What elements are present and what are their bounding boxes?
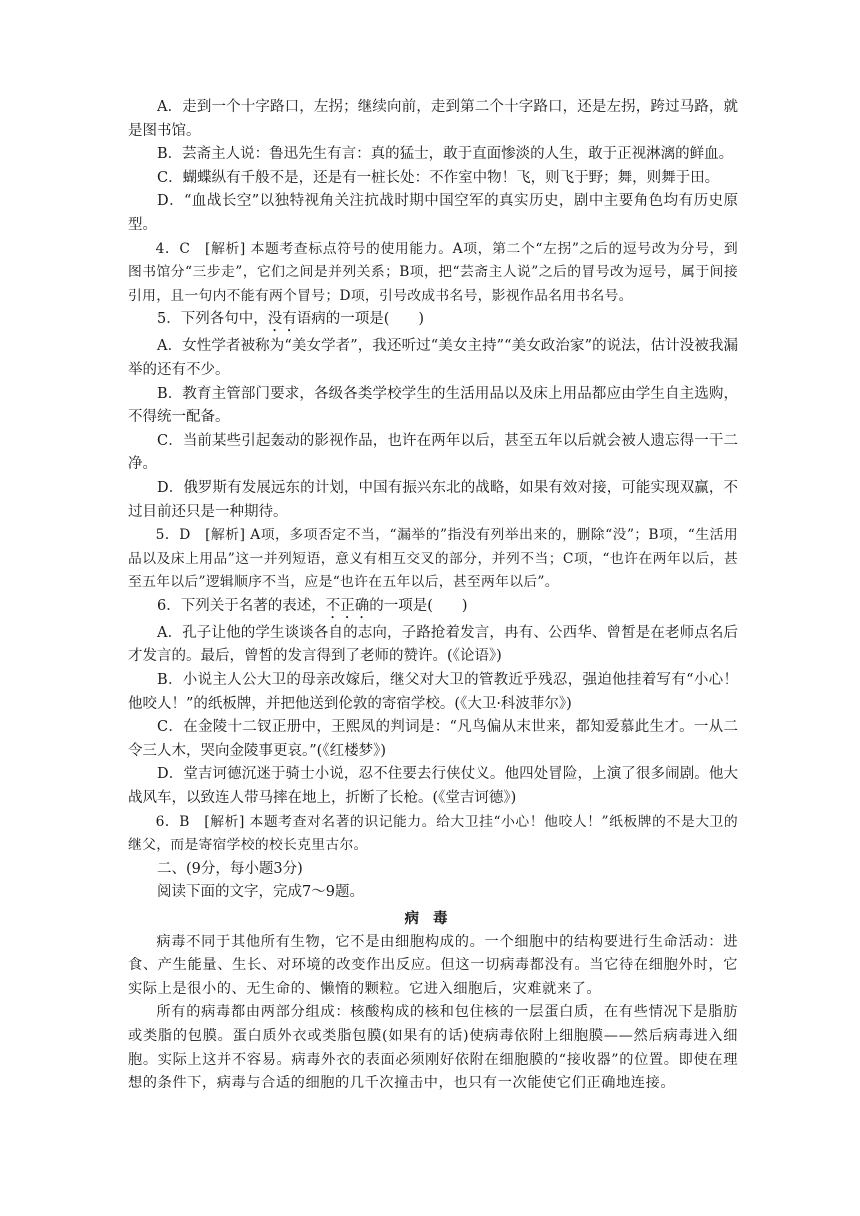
q5-explanation: 5．D [解析] A项，多项否定不当，“漏举的”指没有列举出来的，删除“没”；B项，“生活用品以及床上用品”这一并列短语，意义有相互交叉的部分，并列不当；C项，“也许在两年以后，甚至五年以后”逻辑顺序不当，应是“也许在五年以后，甚至两年以后”。 (128, 527, 738, 591)
q6-option-b: B．小说主人公大卫的母亲改嫁后，继父对大卫的管教近乎残忍，强迫他挂着写有“小心！他咬人！”的纸板牌，并把他送到伦敦的寄宿学校。(《大卫·科波菲尔》) (128, 672, 738, 712)
q6-option-d: D．堂吉诃德沉迷于骑士小说，忍不住要去行侠仗义。他四处冒险，上演了很多闹剧。他大战风车，以致连人带马摔在地上，折断了长枪。(《堂吉诃德》) (128, 766, 738, 807)
q6-option-c: C．在金陵十二钗正册中，王熙凤的判词是：“凡鸟偏从末世来，都知爱慕此生才。一从二令三人木，哭向金陵事更哀。”(《红楼梦》) (128, 719, 738, 759)
reading-instruction: 阅读下面的文字，完成7～9题。 (157, 884, 364, 901)
q5-stem (128, 308, 738, 335)
q3-option-c: C．蝴蝶纵有千般不是，还是有一桩长处：不作室中物！飞，则飞于野；舞，则舞于田。 (157, 169, 720, 186)
q5-option-c: C．当前某些引起轰动的影视作品，也许在两年以后，甚至五年以后就会被人遗忘得一干二净。 (128, 432, 738, 473)
q5-stem-emphasis: 没有 (267, 311, 297, 328)
q6-option-a: A．孔子让他的学生谈谈各自的志向，子路抢着发言，冉有、公西华、曾皙是在老师点名后才发言的。最后，曾皙的发言得到了老师的赞许。(《论语》) (128, 624, 738, 665)
q6-stem-after: 的一项是( ) (369, 597, 468, 614)
passage-paragraph-2: 所有的病毒都由两部分组成：核酸构成的核和包住核的一层蛋白质，在有些情况下是脂肪或类脂的包膜。蛋白质外衣或类脂包膜(如果有的话)使病毒依附上细胞膜——然后病毒进入细胞。实际上这并不容易。病毒外衣的表面必须刚好依附在细胞膜的“接收器”的位置。即使在理想的条件下，病毒与合适的细胞的几千次撞击中，也只有一次能使它们正确地连接。 (128, 1004, 738, 1092)
q5-option-d: D．俄罗斯有发展远东的计划，中国有振兴东北的战略，如果有效对接，可能实现双赢，不过目前还只是一种期待。 (128, 479, 738, 520)
q6-stem (128, 595, 738, 622)
q3-option-b: B．芸斋主人说：鲁迅先生有言：真的猛士，敢于直面惨淡的人生，敢于正视淋漓的鲜血。 (157, 146, 734, 163)
passage-title: 病毒 (404, 910, 462, 927)
passage-paragraph-1: 病毒不同于其他所有生物，它不是由细胞构成的。一个细胞中的结构要进行生命活动：进食、产生能量、生长、对环境的改变作出反应。但这一切病毒都没有。当它待在细胞外时，它实际上是很小的、无生命的、懒惰的颗粒。它进入细胞后，灾难就来了。 (128, 933, 738, 997)
q6-stem-before: 6．下列关于名著的表述， (157, 597, 326, 614)
q4-explanation: 4．C [解析] 本题考查标点符号的使用能力。A项，第二个“左拐”之后的逗号改为分号，到图书馆分“三步走”，它们之间是并列关系；B项，把“芸斋主人说”之后的冒号改为逗号，属于间接引用，且一句内不能有两个冒号；D项，引号改成书名号，影视作品名用书名号。 (128, 240, 738, 304)
q3-option-d: D．“血战长空”以独特视角关注抗战时期中国空军的真实历史，剧中主要角色均有历史原型。 (128, 193, 738, 233)
q5-stem-before: 5．下列各句中， (157, 311, 268, 328)
q5-option-b: B．教育主管部门要求，各级各类学校学生的生活用品以及床上用品都应由学生自主选购，不得统一配备。 (128, 385, 738, 426)
q6-explanation: 6．B [解析] 本题考查对名著的识记能力。给大卫挂“小心！他咬人！”纸板牌的不是大卫的继父，而是寄宿学校的校长克里古尔。 (128, 813, 738, 854)
section-heading: 二、(9分，每小题3分) (157, 860, 303, 877)
q3-option-a: A．走到一个十字路口，左拐；继续向前，走到第二个十字路口，还是左拐，跨过马路，就是图书馆。 (128, 99, 738, 139)
q5-option-a: A．女性学者被称为“美女学者”，我还听过“美女主持”“美女政治家”的说法，估计没被我漏举的还有不少。 (128, 338, 738, 378)
document-page (128, 96, 738, 1096)
q6-stem-emphasis: 不正确 (325, 597, 370, 614)
q5-stem-after: 语病的一项是( ) (296, 311, 425, 328)
